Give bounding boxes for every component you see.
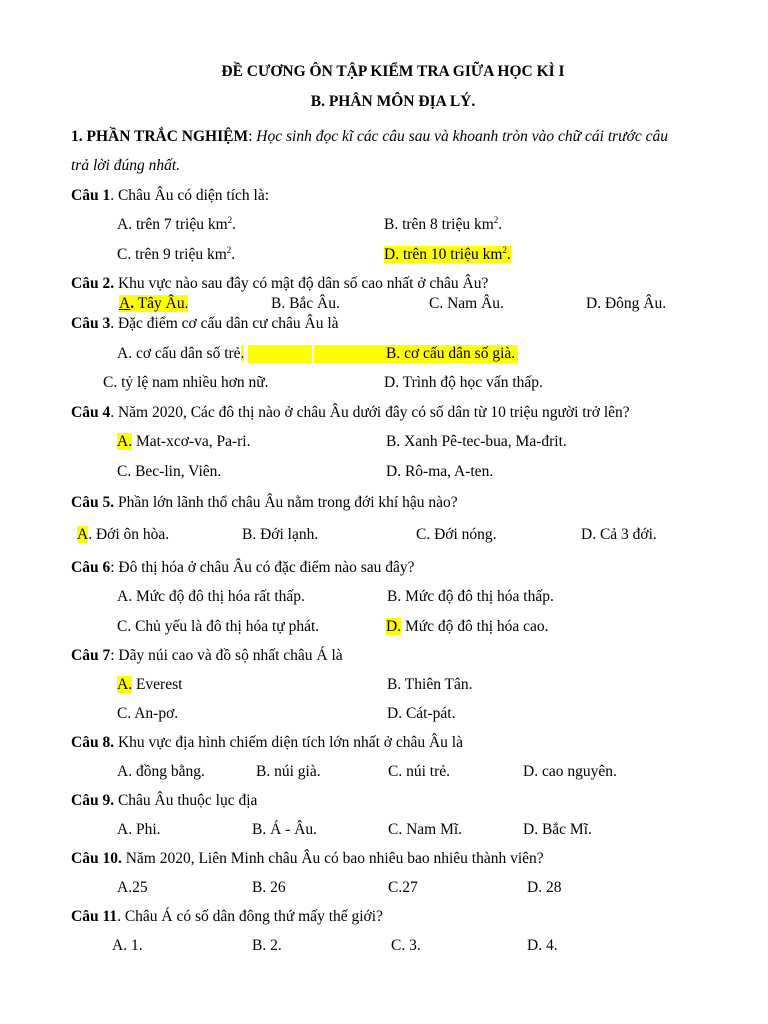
q11-option-a: A. 1. bbox=[112, 937, 143, 954]
highlight-mark bbox=[248, 345, 312, 363]
q5-option-c: C. Đới nóng. bbox=[416, 526, 497, 543]
question-label: Câu 7 bbox=[71, 647, 111, 664]
question-text: Châu Á có số dân đông thứ mấy thế giới? bbox=[124, 908, 383, 925]
question-text: Phần lớn lãnh thổ châu Âu nằm trong đới khí hậu nào? bbox=[117, 494, 458, 511]
q10-option-c: C.27 bbox=[388, 879, 418, 896]
q6-option-d: D. Mức độ đô thị hóa cao. bbox=[386, 618, 549, 635]
answer-highlight: A. bbox=[117, 433, 133, 450]
question-7: Câu 7: Dãy núi cao và đồ sộ nhất châu Á là bbox=[71, 647, 343, 664]
q10-option-a: A.25 bbox=[117, 879, 148, 896]
q8-option-d: D. cao nguyên. bbox=[523, 763, 617, 780]
q9-option-b: B. Á - Âu. bbox=[252, 821, 318, 838]
question-text: Khu vực địa hình chiếm diện tích lớn nhất ở châu Âu là bbox=[117, 734, 463, 751]
question-label: Câu 9. bbox=[71, 792, 115, 809]
q2-option-c: C. Nam Âu. bbox=[429, 295, 504, 312]
q10-option-d: D. 28 bbox=[527, 879, 562, 896]
q3-option-b-highlighted: B. cơ cấu dân số già. bbox=[386, 345, 516, 362]
answer-highlight: A bbox=[77, 526, 89, 543]
q4-option-c: C. Bec-lin, Viên. bbox=[117, 463, 222, 480]
question-label: Câu 1 bbox=[71, 187, 111, 204]
question-label: Câu 10. bbox=[71, 850, 122, 867]
q4-option-b: B. Xanh Pê-tec-bua, Ma-đrit. bbox=[386, 433, 567, 450]
question-text: Dãy núi cao và đồ sộ nhất châu Á là bbox=[118, 647, 343, 664]
document-subtitle: B. PHÂN MÔN ĐỊA LÝ. bbox=[310, 93, 476, 110]
q9-option-a: A. Phi. bbox=[117, 821, 161, 838]
question-label: Câu 3 bbox=[71, 315, 111, 332]
answer-highlight: A. bbox=[117, 676, 133, 693]
q3-option-a: A. cơ cấu dân số trẻ. bbox=[117, 345, 245, 362]
question-3: Câu 3. Đặc điểm cơ cấu dân cư châu Âu là bbox=[71, 315, 339, 332]
q11-option-b: B. 2. bbox=[252, 937, 282, 954]
question-8 bbox=[71, 733, 463, 753]
question-6: Câu 6: Đô thị hóa ở châu Âu có đặc điểm nào sau đây? bbox=[71, 559, 415, 576]
q1-option-b: B. trên 8 triệu $km^2$. bbox=[384, 215, 503, 233]
question-1: Câu 1. Châu Âu có diện tích là: bbox=[71, 187, 270, 204]
answer-highlight: D. bbox=[386, 618, 402, 635]
q9-option-d: D. Bắc Mĩ. bbox=[523, 821, 592, 838]
q7-option-a: A. Everest bbox=[117, 676, 183, 693]
q8-option-a: A. đồng bằng. bbox=[117, 763, 205, 780]
q7-option-b: B. Thiên Tân. bbox=[387, 676, 473, 693]
q9-option-c: C. Nam Mĩ. bbox=[388, 821, 463, 838]
q2-option-d: D. Đông Âu. bbox=[586, 295, 667, 312]
question-label: Câu 2. bbox=[71, 275, 115, 292]
question-4: Câu 4. Năm 2020, Các đô thị nào ở châu Âu dưới đây có số dân từ 10 triệu người trở lên? bbox=[71, 404, 630, 421]
q11-option-c: C. 3. bbox=[391, 937, 421, 954]
q2-option-b: B. Bắc Âu. bbox=[271, 295, 340, 312]
q5-option-d: D. Cả 3 đới. bbox=[581, 526, 657, 543]
section-heading bbox=[71, 127, 668, 147]
q3-option-c: C. tỷ lệ nam nhiều hơn nữ. bbox=[103, 374, 269, 391]
q2-option-a-highlighted: A. Tây Âu. bbox=[119, 295, 189, 312]
question-label: Câu 5. bbox=[71, 494, 115, 511]
q10-option-b: B. 26 bbox=[252, 879, 286, 896]
q5-option-b: B. Đới lạnh. bbox=[242, 526, 319, 543]
question-text: Châu Âu có diện tích là: bbox=[117, 187, 270, 204]
question-text: Đô thị hóa ở châu Âu có đặc điểm nào sau đây? bbox=[118, 559, 415, 576]
q1-option-a: A. trên 7 triệu $km^2$. bbox=[117, 215, 237, 233]
question-label: Câu 4 bbox=[71, 404, 111, 421]
q4-option-a: A. Mat-xcơ-va, Pa-ri. bbox=[117, 433, 251, 450]
question-text: Năm 2020, Các đô thị nào ở châu Âu dưới đây có số dân từ 10 triệu người trở lên? bbox=[117, 404, 630, 421]
q11-option-d: D. 4. bbox=[527, 937, 558, 954]
section-label: 1. PHẦN TRẮC NGHIỆM bbox=[71, 128, 249, 145]
q8-option-b: B. núi già. bbox=[256, 763, 321, 780]
section-instruction: Học sinh đọc kĩ các câu sau và khoanh tròn vào chữ cái trước câu bbox=[256, 128, 669, 145]
question-text: Đặc điểm cơ cấu dân cư châu Âu là bbox=[117, 315, 339, 332]
question-text: Khu vực nào sau đây có mật độ dân số cao nhất ở châu Âu? bbox=[117, 275, 489, 292]
q1-option-c: C. trên 9 triệu $km^2$. bbox=[117, 245, 236, 263]
question-label: Câu 6 bbox=[71, 559, 111, 576]
question-label: Câu 8. bbox=[71, 734, 115, 751]
question-text: Năm 2020, Liên Minh châu Âu có bao nhiêu bao nhiêu thành viên? bbox=[125, 850, 544, 867]
q1-option-d-highlighted: D. trên 10 triệu $km^2$. bbox=[384, 245, 511, 263]
question-5 bbox=[71, 493, 458, 513]
question-label: Câu 11 bbox=[71, 908, 118, 925]
q4-option-d: D. Rô-ma, A-ten. bbox=[386, 463, 494, 480]
q7-option-c: C. An-pơ. bbox=[117, 705, 179, 722]
question-9 bbox=[71, 791, 257, 811]
section-separator: : bbox=[248, 128, 257, 145]
q7-option-d: D. Cát-pát. bbox=[387, 705, 456, 722]
document-title: ĐỀ CƯƠNG ÔN TẬP KIỂM TRA GIỮA HỌC KÌ I bbox=[221, 63, 565, 80]
q8-option-c: C. núi trẻ. bbox=[388, 763, 450, 780]
q5-option-a: A. Đới ôn hòa. bbox=[77, 526, 170, 543]
question-text: Châu Âu thuộc lục địa bbox=[117, 792, 258, 809]
q6-option-c: C. Chủ yếu là đô thị hóa tự phát. bbox=[117, 618, 320, 635]
q6-option-a: A. Mức độ đô thị hóa rất thấp. bbox=[117, 588, 305, 605]
question-2 bbox=[71, 274, 488, 294]
q6-option-b: B. Mức độ đô thị hóa thấp. bbox=[387, 588, 554, 605]
question-10 bbox=[71, 849, 544, 869]
q3-option-d: D. Trình độ học vấn thấp. bbox=[384, 374, 543, 391]
section-instruction-continued: trả lời đúng nhất. bbox=[71, 157, 181, 174]
question-11: Câu 11. Châu Á có số dân đông thứ mấy thế giới? bbox=[71, 908, 383, 925]
